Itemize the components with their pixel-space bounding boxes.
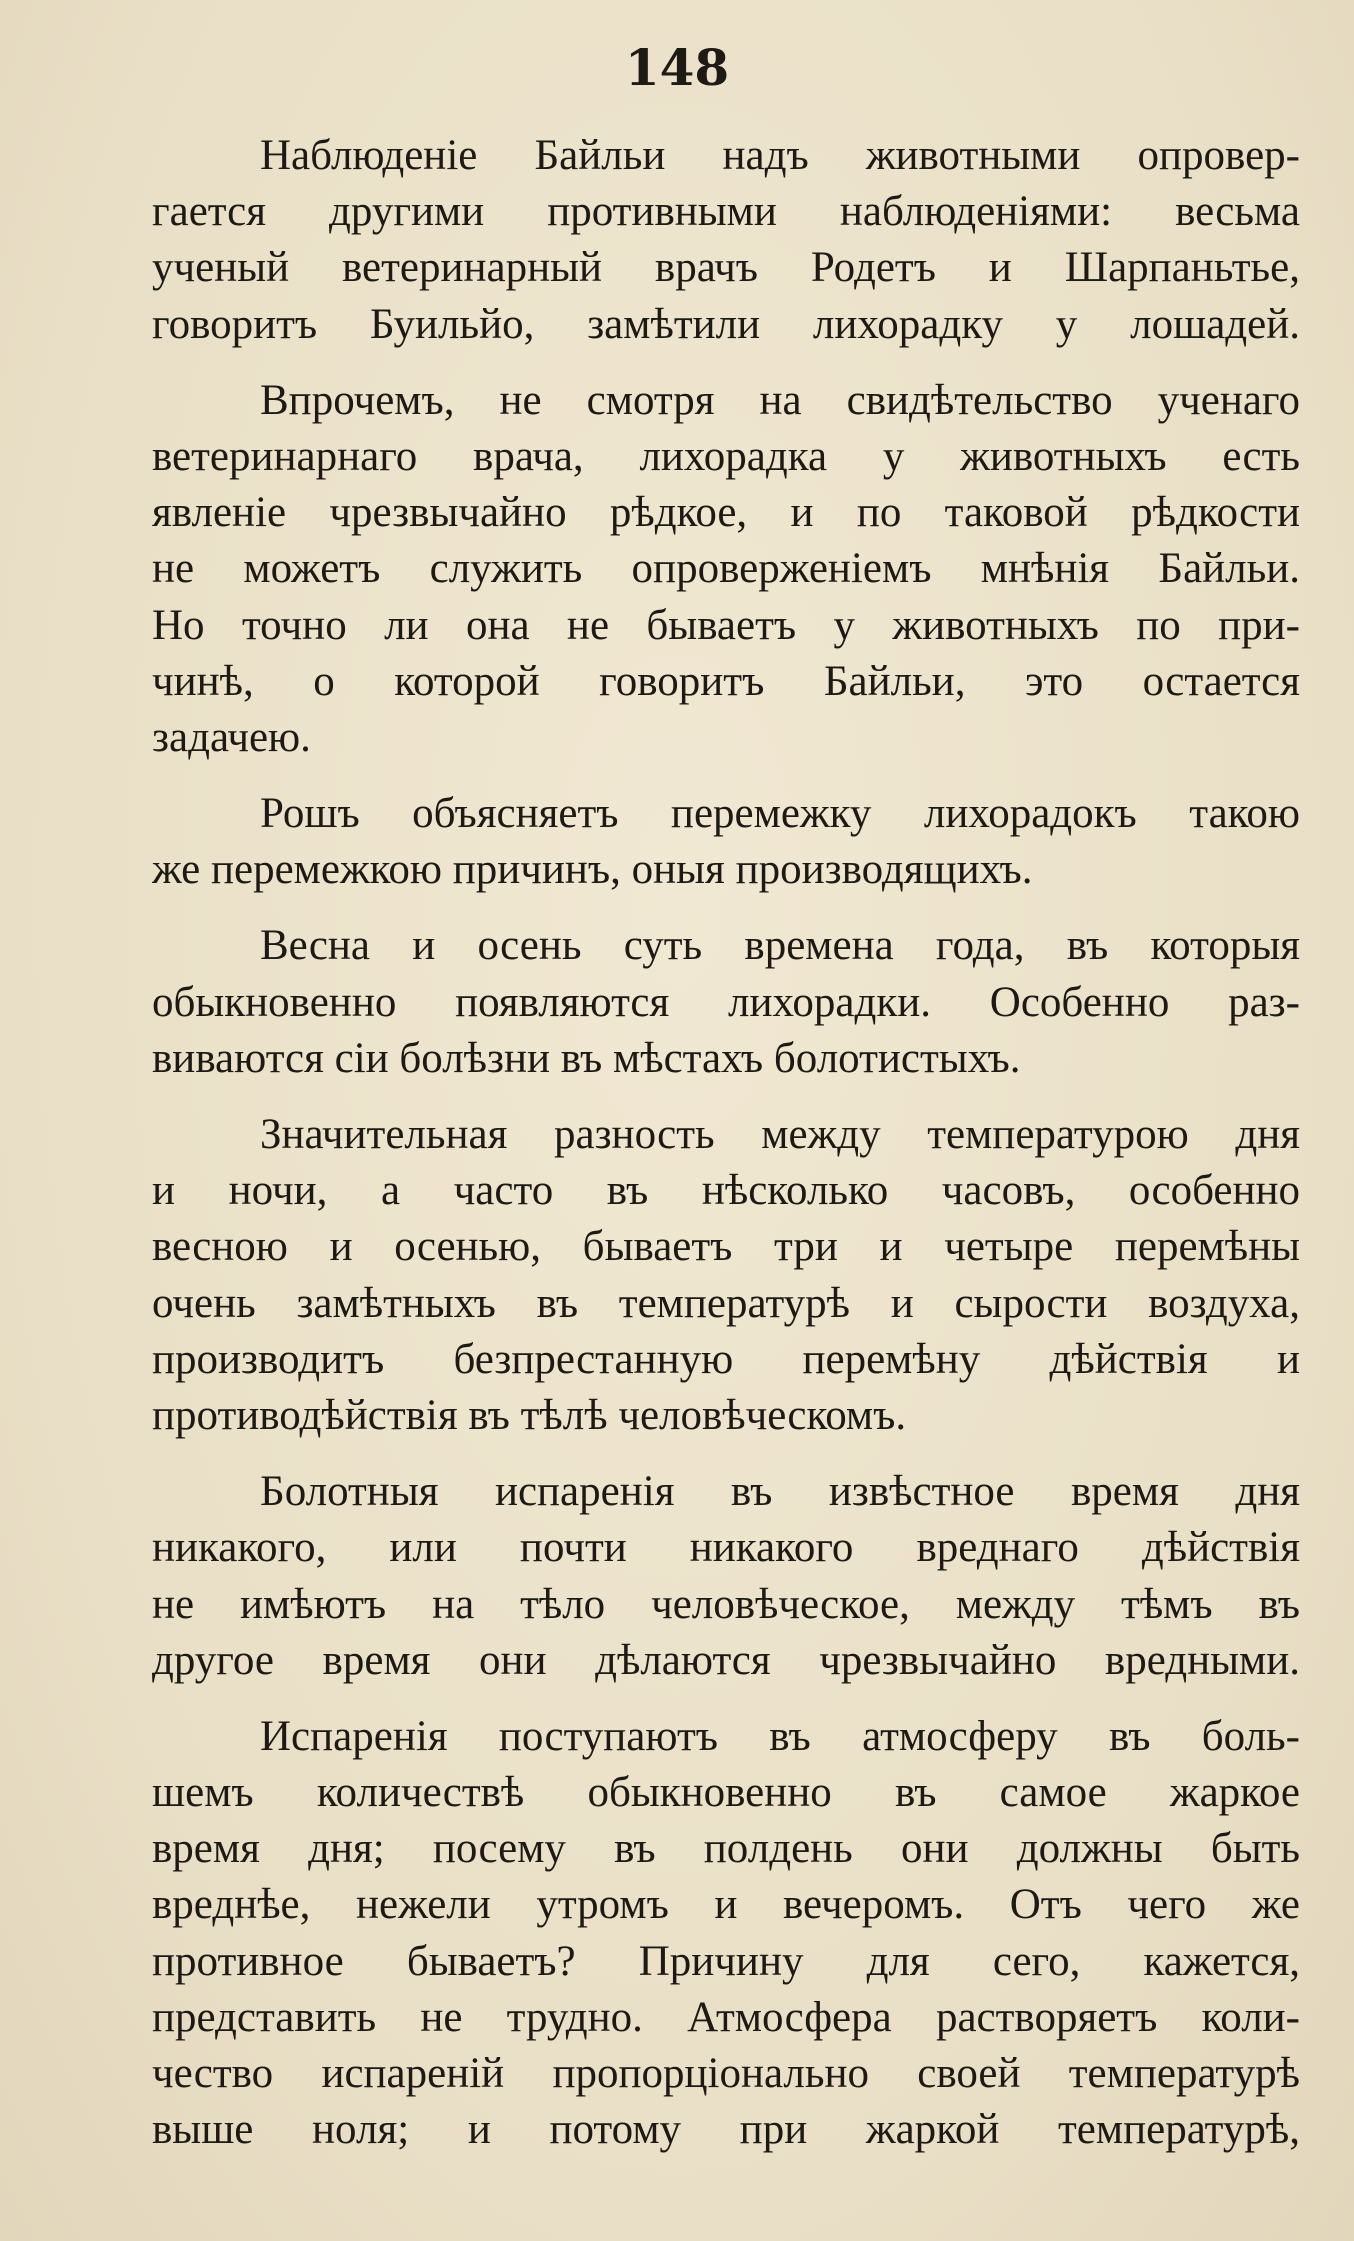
text-line: и ночи, а часто въ нѣсколько часовъ, особенно — [152, 1167, 1300, 1215]
page-number: 148 — [624, 38, 730, 97]
text-line: шемъ количествѣ обыкновенно въ самое жаркое — [152, 1769, 1300, 1817]
text-line: чинѣ, о которой говоритъ Байльи, это остается — [152, 657, 1300, 705]
text-line: задачею. — [152, 713, 311, 761]
text-line: противное бываетъ? Причину для сего, кажется, — [152, 1937, 1300, 1985]
text-line: производитъ безпрестанную перемѣну дѣйствія и — [152, 1335, 1300, 1383]
text-line: Весна и осень суть времена года, въ которыя — [260, 922, 1300, 970]
text-line: Впрочемъ, не смотря на свидѣтельство ученаго — [260, 376, 1300, 424]
text-line: никакого, или почти никакого вреднаго дѣйствія — [152, 1524, 1300, 1572]
text-line: время дня; посему въ полдень они должны быть — [152, 1825, 1300, 1873]
text-line: же перемежкою причинъ, оныя производящихъ. — [152, 846, 1033, 894]
text-line: весною и осенью, бываетъ три и четыре перемѣны — [152, 1223, 1300, 1271]
text-line: противодѣйствія въ тѣлѣ человѣческомъ. — [152, 1391, 907, 1439]
text-line: выше ноля; и потому при жаркой температурѣ, — [152, 2106, 1300, 2154]
text-line: не можетъ служить опроверженіемъ мнѣнія Байльи. — [152, 545, 1300, 593]
text-line: вреднѣе, нежели утромъ и вечеромъ. Отъ чего же — [152, 1881, 1300, 1929]
text-line: другое время они дѣлаются чрезвычайно вредными. — [152, 1636, 1300, 1684]
text-line: говоритъ Буильйо, замѣтили лихорадку у лошадей. — [152, 300, 1300, 348]
text-line: не имѣютъ на тѣло человѣческое, между тѣмъ въ — [152, 1580, 1300, 1628]
text-line: обыкновенно появляются лихорадки. Особенно раз- — [152, 978, 1300, 1026]
text-line: гается другими противными наблюденіями: весьма — [152, 188, 1300, 236]
text-line: виваются сіи болѣзни въ мѣстахъ болотистыхъ. — [152, 1034, 1021, 1082]
text-line: Значительная разность между температурою дня — [260, 1111, 1300, 1158]
text-line: Наблюденіе Байльи надъ животными опровер- — [260, 132, 1300, 179]
body-text — [152, 128, 1300, 2178]
text-line: ученый ветеринарный врачъ Родетъ и Шарпаньтье, — [152, 244, 1300, 292]
paragraph — [152, 1464, 1300, 1689]
paragraph — [152, 1709, 1300, 2159]
paragraph — [152, 918, 1300, 1087]
text-line: Но точно ли она не бываетъ у животныхъ по при- — [152, 601, 1300, 649]
paragraph — [152, 373, 1300, 766]
text-line: явленіе чрезвычайно рѣдкое, и по таковой рѣдкости — [152, 489, 1300, 537]
text-line: представить не трудно. Атмосфера растворяетъ коли- — [152, 1993, 1300, 2041]
text-line: Рошъ объясняетъ перемежку лихорадокъ такою — [260, 790, 1300, 838]
text-line: Испаренія поступаютъ въ атмосферу въ боль- — [260, 1712, 1300, 1760]
text-line: очень замѣтныхъ въ температурѣ и сырости воздуха, — [152, 1279, 1300, 1327]
text-line: Болотныя испаренія въ извѣстное время дня — [260, 1468, 1300, 1516]
paragraph — [152, 128, 1300, 353]
paragraph — [152, 786, 1300, 898]
paragraph — [152, 1107, 1300, 1444]
text-line: чество испареній пропорціонально своей температурѣ — [152, 2050, 1300, 2097]
text-line: ветеринарнаго врача, лихорадка у животныхъ есть — [152, 432, 1300, 480]
